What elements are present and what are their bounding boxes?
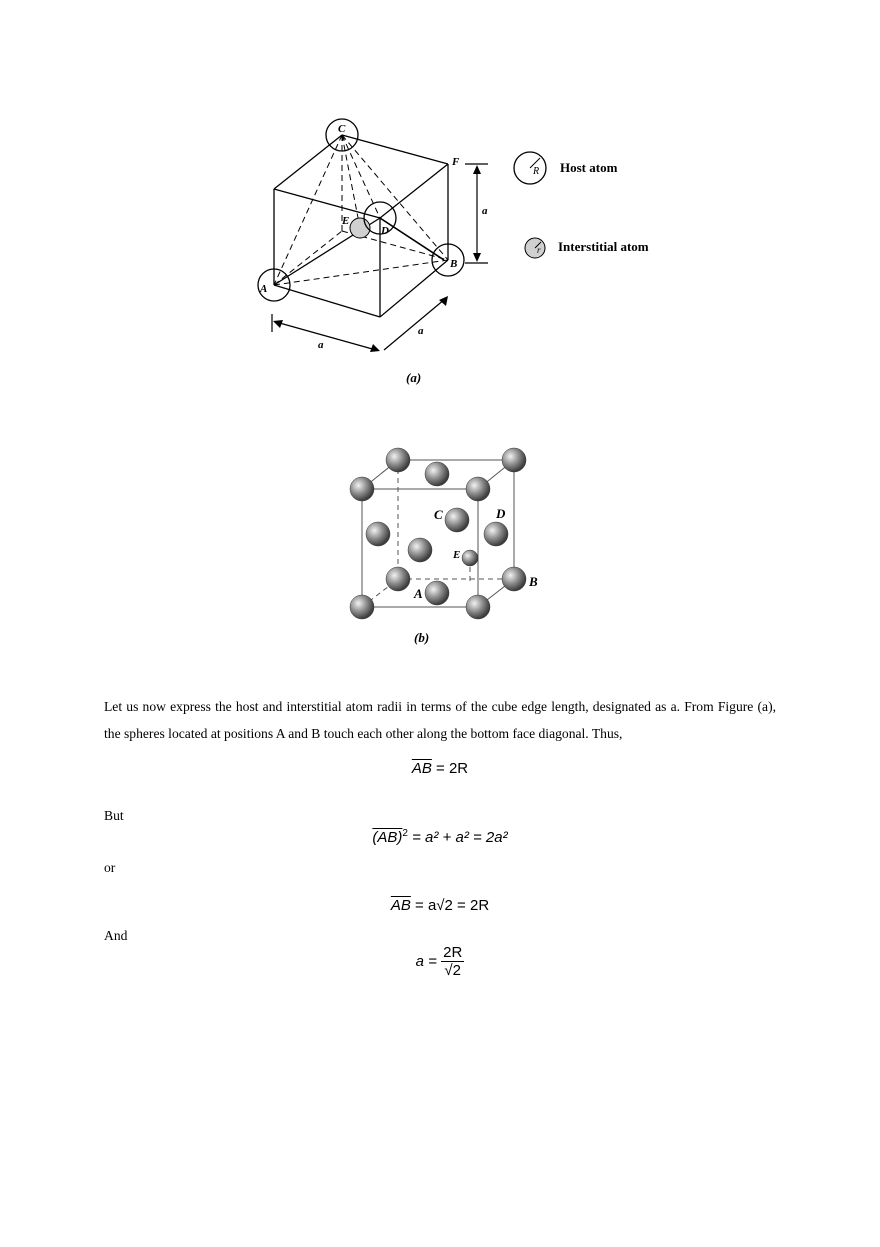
sphere	[502, 567, 526, 591]
sphere	[466, 477, 490, 501]
equation-2: (AB)$^2$ = a² + a² = 2a²	[372, 828, 508, 846]
legend-host-atom: Host atom	[560, 160, 618, 175]
label-b: B	[529, 574, 538, 589]
caption-a: (a)	[406, 370, 422, 385]
label-e: E	[453, 549, 461, 561]
figure-a	[240, 110, 680, 390]
paragraph: Let us now express the host and interstitial atom radii in terms of the cube edge length, designated as a. From Figure (a), the spheres located at positions A and B touch each other along the bottom face diagonal. Thus,	[104, 699, 776, 741]
label-r-small: r	[537, 245, 541, 255]
eq3-lhs: $\overline{AB}$	[390, 897, 411, 914]
sphere	[366, 522, 390, 546]
sphere	[408, 538, 432, 562]
label-e: E	[342, 215, 350, 227]
sphere	[425, 581, 449, 605]
label-d: D	[496, 506, 506, 521]
caption-b: (b)	[414, 630, 430, 645]
label-a: A	[260, 283, 268, 295]
host-atoms	[258, 119, 464, 301]
eq2-lhs: (AB)	[372, 829, 403, 846]
sphere	[386, 567, 410, 591]
eq4-denominator: √2	[444, 962, 461, 979]
sphere	[466, 595, 490, 619]
equation-1	[0, 760, 880, 777]
eq4-lhs: a =	[415, 953, 437, 970]
eq2-rhs: = a² + a² = 2a²	[412, 829, 508, 846]
eq3-rhs: = a√2 = 2R	[415, 897, 490, 914]
eq1-rhs: = 2R	[436, 760, 469, 777]
label-a: A	[414, 586, 423, 601]
label-or: or	[104, 860, 116, 875]
line-d-to-b	[380, 218, 444, 260]
label-r-large: R	[533, 166, 540, 177]
legend-interstitial-atom: Interstitial atom	[558, 239, 649, 254]
sphere	[350, 595, 374, 619]
eq1-lhs: $\overline{AB}$	[411, 760, 432, 777]
label-edge-depth: a	[418, 325, 424, 337]
label-and: And	[104, 928, 128, 943]
sphere	[502, 448, 526, 472]
eq4-numerator: 2R	[443, 944, 463, 961]
label-edge-bottom: a	[318, 339, 324, 351]
label-b: B	[450, 258, 458, 270]
label-c: C	[338, 123, 346, 135]
figure-b	[330, 440, 560, 650]
sphere	[425, 462, 449, 486]
label-edge-vertical: a	[482, 205, 488, 217]
label-c: C	[434, 507, 443, 522]
label-but: But	[104, 808, 124, 823]
label-d: D	[381, 225, 389, 237]
eq4-fraction	[441, 944, 464, 979]
sphere	[386, 448, 410, 472]
equation-4	[0, 944, 880, 979]
label-f: F	[452, 156, 460, 168]
sphere	[484, 522, 508, 546]
sphere	[445, 508, 469, 532]
equation-3	[0, 897, 880, 914]
interstitial-sphere-e	[462, 550, 478, 566]
host-spheres	[350, 448, 526, 619]
sphere	[350, 477, 374, 501]
